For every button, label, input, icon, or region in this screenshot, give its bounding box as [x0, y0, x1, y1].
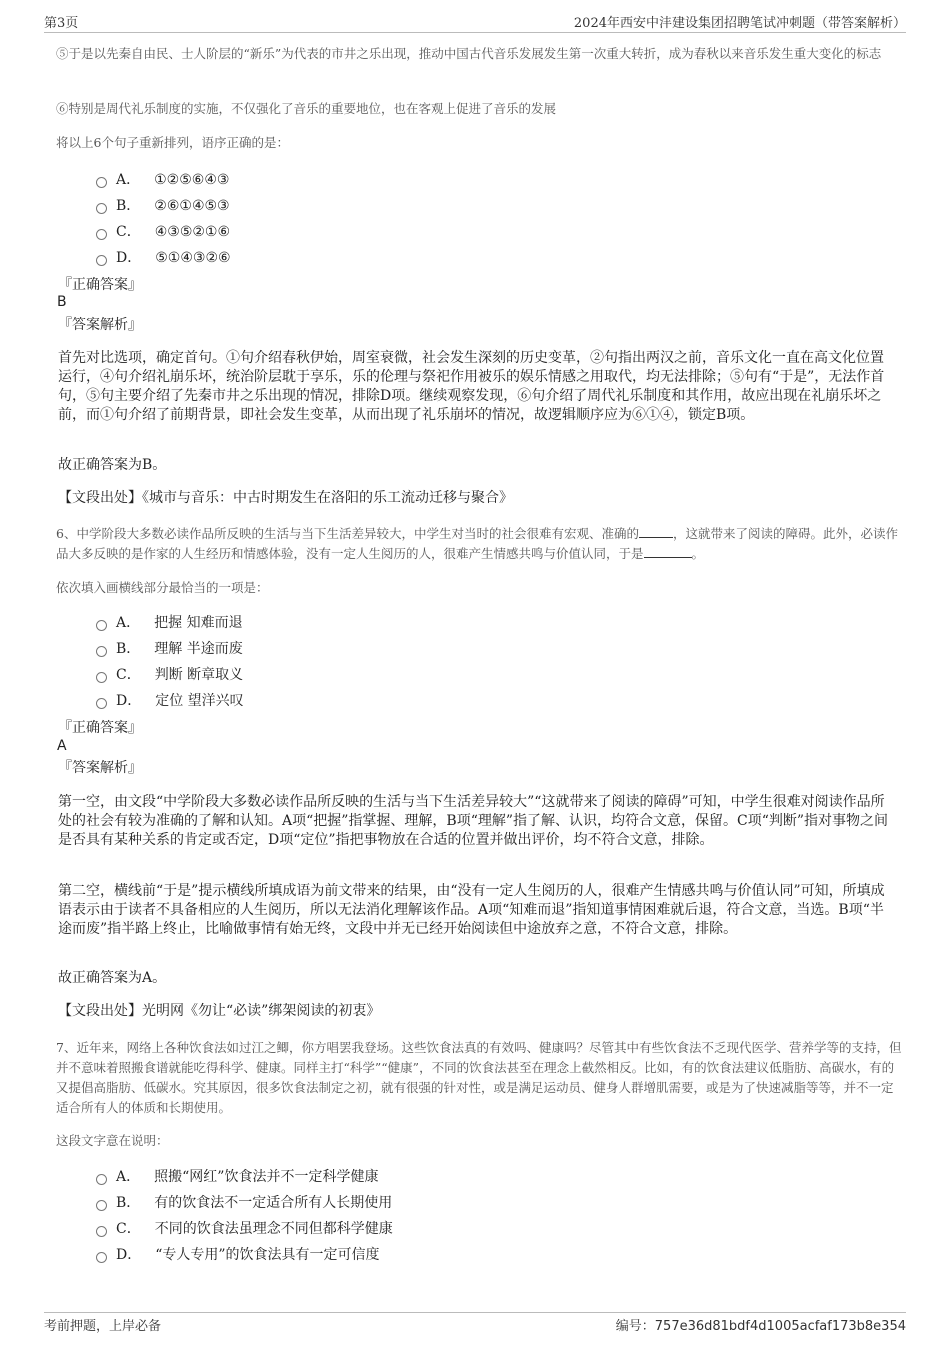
option-text: ②⑥①④⑤③ — [154, 198, 230, 214]
radio-icon[interactable] — [96, 1252, 107, 1263]
question-prompt: 将以上6个句子重新排列，语序正确的是： — [56, 135, 289, 150]
analysis-text-2: 第二空，横线前“于是”提示横线所填成语为前文带来的结果，由“没有一定人生阅历的人，很难产生情感共鸣与价值认同”可知，所填成语表示由于读者不具备相应的人生阅历，所以无法消化理解该作品。A项“知难而退”指知道事情困难就后退，符合文意，当选。B项“半途而废”指半路上终止，比喻做事情有始无终，文段中并无已经开始阅读但中途放弃之意，不符合文意，排除。 — [58, 883, 885, 937]
option-text: 理解 半途而废 — [154, 641, 243, 657]
document-code: 编号：757e36d81bdf4d1005acfaf173b8e354 — [615, 1319, 906, 1334]
option-text: 有的饮食法不一定适合所有人长期使用 — [154, 1195, 393, 1211]
radio-icon[interactable] — [96, 255, 107, 266]
analysis-label: 『答案解析』 — [58, 760, 142, 776]
analysis-text-1: 第一空，由文段“中学阶段大多数必读作品所反映的生活与当下生活差异较大”“这就带来了阅读的障碍”可知，中学生很难对阅读作品所处的社会有较为准确的了解和认知。A项“把握”指掌握、理解，B项“理解”指了解、认识，均符合文意，保留。C项“判断”指对事物之间是否具有某种关系的肯定或否定，D项“定位”指把事物放在合适的位置并做出评价，均不符合文意，排除。 — [58, 794, 889, 848]
footer-slogan: 考前押题，上岸必备 — [44, 1319, 162, 1334]
option-text: 判断 断章取义 — [154, 667, 244, 683]
option-d[interactable]: D． “专人专用”的饮食法具有一定可信度 — [96, 1246, 380, 1264]
blank-2 — [644, 545, 692, 558]
page-footer — [44, 1312, 906, 1334]
document-title: 2024年西安中沣建设集团招聘笔试冲刺题（带答案解析） — [573, 16, 906, 31]
conclusion: 故正确答案为A。 — [58, 970, 167, 986]
source: 【文段出处】《城市与音乐：中古时期发生在洛阳的乐工流动迁移与聚合》 — [58, 490, 513, 506]
radio-icon[interactable] — [96, 620, 107, 631]
answer-label: 『正确答案』 — [58, 277, 142, 293]
option-a[interactable]: A． 照搬“网红”饮食法并不一定科学健康 — [96, 1168, 378, 1186]
radio-icon[interactable] — [96, 1200, 107, 1211]
question-prompt: 这段文字意在说明： — [56, 1133, 169, 1148]
radio-icon[interactable] — [96, 203, 107, 214]
option-text: ⑤①④③②⑥ — [155, 250, 231, 266]
option-d[interactable]: D． 定位 望洋兴叹 — [96, 692, 244, 710]
analysis-label: 『答案解析』 — [58, 317, 142, 333]
answer-label: 『正确答案』 — [58, 720, 142, 736]
option-text: 照搬“网红”饮食法并不一定科学健康 — [154, 1169, 379, 1185]
radio-icon[interactable] — [96, 646, 107, 657]
option-c[interactable]: C． ④③⑤②①⑥ — [96, 223, 230, 241]
option-b[interactable]: B． 理解 半途而废 — [96, 640, 243, 658]
option-c[interactable]: C． 判断 断章取义 — [96, 666, 243, 684]
analysis-text: 首先对比选项，确定首句。①句介绍春秋伊始，周室衰微，社会发生深刻的历史变革，②句指出两汉之前，音乐文化一直在高文化位置运行，④句介绍礼崩乐坏，统治阶层耽于享乐，乐的伦理与祭祀作用被乐的娱乐情感之用取代，均无法排除；⑤句有“于是”，无法作首句，⑤句主要介绍了先秦市井之乐出现的情况，排除D项。继续观察发现，⑥句介绍了周代礼乐制度和其作用，故应出现在礼崩乐坏之前，而①句介绍了前期背景，即社会发生变革，从而出现了礼乐崩坏的情况，故逻辑顺序应为⑥①④，锁定B项。 — [58, 350, 885, 423]
radio-icon[interactable] — [96, 698, 107, 709]
question-prompt: 依次填入画横线部分最恰当的一项是： — [56, 580, 269, 595]
option-text: ①②⑤⑥④③ — [154, 172, 230, 188]
answer-value: B — [57, 294, 67, 310]
option-text: “专人专用”的饮食法具有一定可信度 — [155, 1247, 380, 1263]
answer-value: A — [57, 738, 67, 754]
sentence-5: ⑤于是以先秦自由民、士人阶层的“新乐”为代表的市井之乐出现，推动中国古代音乐发展发生第一次重大转折，成为春秋以来音乐发生重大变化的标志 — [56, 46, 882, 61]
option-a[interactable]: A． ①②⑤⑥④③ — [96, 171, 229, 189]
option-text: 不同的饮食法虽理念不同但都科学健康 — [154, 1221, 393, 1237]
option-text: 把握 知难而退 — [154, 615, 243, 631]
option-d[interactable]: D． ⑤①④③②⑥ — [96, 249, 231, 267]
blank-1 — [639, 525, 673, 538]
radio-icon[interactable] — [96, 672, 107, 683]
radio-icon[interactable] — [96, 229, 107, 240]
option-c[interactable]: C． 不同的饮食法虽理念不同但都科学健康 — [96, 1220, 393, 1238]
page-number: 第3页 — [44, 16, 79, 31]
option-text: 定位 望洋兴叹 — [155, 693, 244, 709]
option-b[interactable]: B． 有的饮食法不一定适合所有人长期使用 — [96, 1194, 392, 1212]
option-b[interactable]: B． ②⑥①④⑤③ — [96, 197, 230, 215]
conclusion: 故正确答案为B。 — [58, 457, 167, 473]
page-header — [44, 12, 906, 33]
radio-icon[interactable] — [96, 177, 107, 188]
sentence-6: ⑥特别是周代礼乐制度的实施，不仅强化了音乐的重要地位，也在客观上促进了音乐的发展 — [56, 101, 557, 116]
radio-icon[interactable] — [96, 1226, 107, 1237]
question-7-stem: 7、近年来，网络上各种饮食法如过江之鲫，你方唱罢我登场。这些饮食法真的有效吗、健康吗？尽管其中有些饮食法不乏现代医学、营养学等的支持，但并不意味着照搬食谱就能吃得科学、健康。同样主打“科学”“健康”，不同的饮食法甚至在理念上截然相反。比如，有的饮食法建议低脂肪、高碳水，有的又提倡高脂肪、低碳水。究其原因，很多饮食法制定之初，就有很强的针对性，或是满足运动员、健身人群增肌需要，或是为了快速减脂等等，并不一定适合所有人的体质和长期使用。 — [56, 1040, 902, 1115]
option-text: ④③⑤②①⑥ — [154, 224, 231, 240]
source: 【文段出处】光明网《勿让“必读”绑架阅读的初衷》 — [58, 1003, 381, 1019]
question-6-stem: 6、中学阶段大多数必读作品所反映的生活与当下生活差异较大，中学生对当时的社会很难有宏观、准确的 ，这就带来了阅读的障碍。此外，必读作品大多反映的是作家的人生经历和情感体验，没有一定人生阅历的人，很难产生情感共鸣与价值认同，于是 。 — [56, 526, 898, 561]
option-a[interactable]: A． 把握 知难而退 — [96, 614, 243, 632]
radio-icon[interactable] — [96, 1174, 107, 1185]
